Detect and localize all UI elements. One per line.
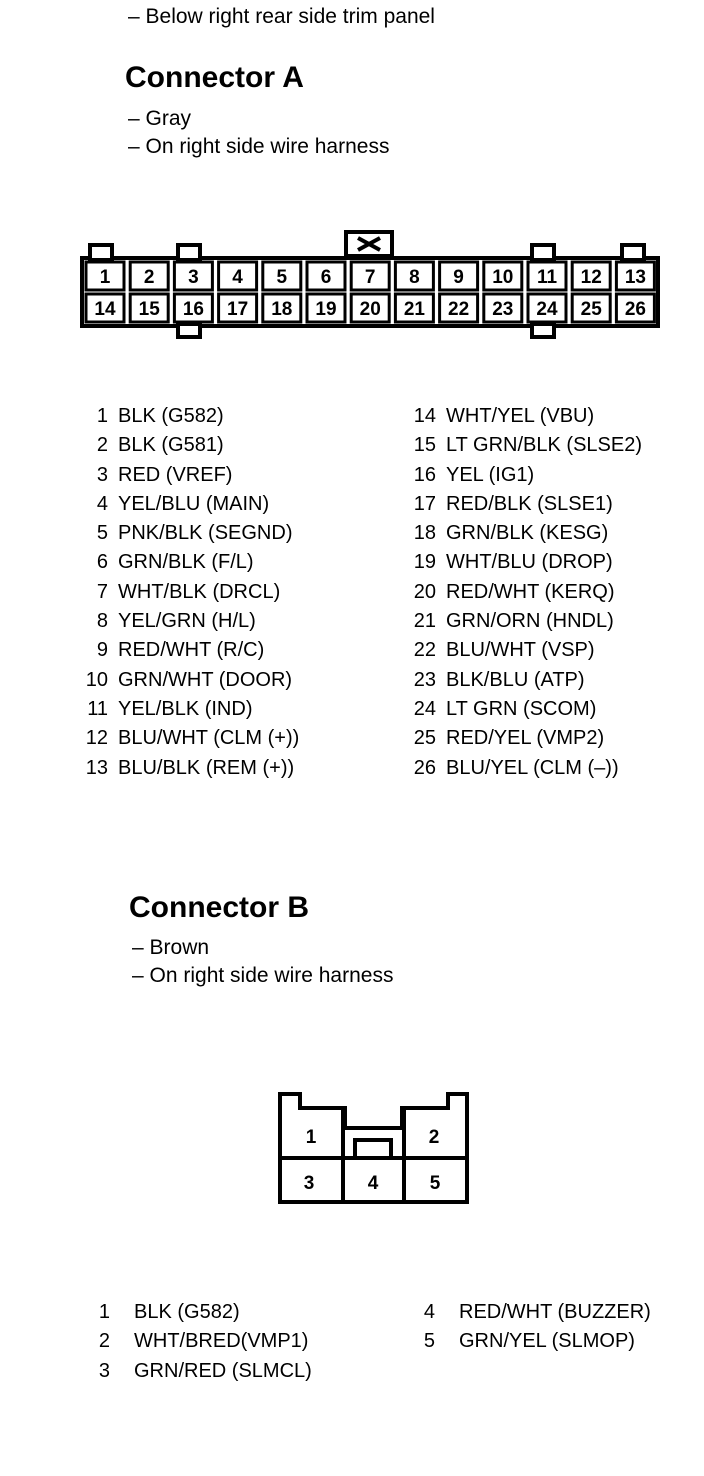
wire-description: LT GRN/BLK (SLSE2)	[446, 434, 642, 457]
pinout-entry	[412, 431, 642, 460]
connector-a-pin-label: 5	[276, 267, 288, 288]
pinout-entry	[412, 636, 642, 665]
pinout-entry	[412, 490, 642, 519]
wire-description: GRN/YEL (SLMOP)	[459, 1330, 635, 1353]
pinout-entry	[84, 695, 299, 724]
wire-description: YEL/BLK (IND)	[118, 697, 253, 720]
connector-a-pin-label: 13	[624, 267, 646, 288]
connector-a-pin-label: 2	[143, 267, 155, 288]
pin-number: 23	[413, 668, 436, 691]
connector-a-pin-label: 1	[99, 267, 111, 288]
pin-number: 16	[413, 463, 436, 486]
connector-b-pinout-left	[90, 1298, 312, 1386]
wire-description: YEL/BLU (MAIN)	[118, 492, 270, 515]
connector-b-pin-label: 4	[367, 1173, 379, 1194]
pinout-entry	[84, 754, 299, 783]
wire-description: BLU/WHT (VSP)	[446, 639, 595, 662]
wire-description: WHT/BLU (DROP)	[446, 551, 613, 574]
connector-a-pin-label: 3	[188, 267, 199, 288]
pinout-entry	[412, 519, 642, 548]
connector-a-pin-label: 21	[403, 299, 425, 320]
pin-number: 8	[96, 610, 108, 633]
wire-description: WHT/BLK (DRCL)	[118, 580, 281, 603]
pinout-entry	[84, 724, 299, 753]
pin-number: 15	[413, 434, 436, 457]
pin-number: 2	[98, 1330, 110, 1353]
wire-description: BLK (G582)	[118, 405, 224, 427]
connector-a-pin-label: 24	[536, 299, 558, 320]
pin-number: 18	[413, 522, 436, 545]
connector-a-diagram	[0, 0, 704, 360]
pinout-entry	[412, 461, 642, 490]
pinout-entry	[415, 1298, 651, 1327]
pin-number: 12	[85, 727, 108, 750]
wire-description: BLK/BLU (ATP)	[446, 668, 585, 691]
pin-number: 10	[85, 668, 108, 691]
connector-a-pin-label: 15	[138, 299, 160, 320]
connector-a-title: Connector A	[125, 61, 304, 94]
connector-a-pin-label: 6	[320, 267, 332, 288]
wire-description: PNK/BLK (SEGND)	[118, 522, 293, 545]
wire-description: GRN/ORN (HNDL)	[446, 610, 614, 633]
connector-a-pin-label: 7	[364, 267, 376, 288]
pin-number: 17	[413, 492, 436, 515]
connector-a-location-note: – On right side wire harness	[128, 135, 390, 158]
pin-number: 19	[413, 551, 436, 574]
connector-a-pin-label: 4	[232, 267, 243, 288]
wire-description: BLK (G582)	[134, 1301, 240, 1323]
pinout-entry	[84, 519, 299, 548]
pin-number: 14	[413, 405, 436, 427]
pinout-entry	[84, 666, 299, 695]
pin-number: 24	[413, 697, 436, 720]
connector-a-pin-label: 12	[580, 267, 602, 288]
connector-a-pinout-right	[412, 402, 642, 783]
connector-b-pin-label: 5	[429, 1173, 441, 1194]
wire-description: RED/WHT (R/C)	[118, 639, 265, 662]
connector-b-title: Connector B	[129, 891, 309, 924]
connector-a-pin-label: 14	[94, 299, 116, 320]
pin-number: 3	[96, 463, 108, 486]
pin-number: 5	[96, 522, 108, 545]
pinout-entry	[84, 402, 299, 431]
wire-description: YEL (IG1)	[446, 463, 535, 486]
connector-a-pin-label: 19	[315, 299, 337, 320]
pin-number: 1	[98, 1301, 110, 1323]
pinout-entry	[84, 578, 299, 607]
wire-description: WHT/YEL (VBU)	[446, 405, 595, 427]
wire-description: BLU/BLK (REM (+))	[118, 756, 295, 779]
pinout-entry	[412, 724, 642, 753]
pin-number: 20	[413, 580, 436, 603]
connector-b-location-note: – On right side wire harness	[132, 964, 394, 987]
connector-b-pin-label: 1	[305, 1127, 317, 1148]
pinout-entry	[412, 666, 642, 695]
connector-b-pinout-right	[415, 1298, 651, 1357]
wire-description: WHT/BRED(VMP1)	[134, 1330, 309, 1353]
connector-b-diagram	[0, 1080, 704, 1220]
pin-number: 9	[96, 639, 108, 662]
wire-description: GRN/WHT (DOOR)	[118, 668, 293, 691]
pinout-entry	[84, 607, 299, 636]
pin-number: 22	[413, 639, 436, 662]
connector-b-pin-label: 3	[303, 1173, 315, 1194]
pin-number: 4	[96, 492, 108, 515]
pinout-entry	[84, 461, 299, 490]
connector-a-color-note: – Gray	[128, 107, 192, 130]
location-line: – Below right rear side trim panel	[128, 5, 435, 28]
pin-number: 25	[413, 727, 436, 750]
pinout-entry	[84, 636, 299, 665]
wire-description: YEL/GRN (H/L)	[118, 610, 256, 633]
connector-a-pin-label: 23	[492, 299, 514, 320]
wire-description: RED/WHT (BUZZER)	[459, 1301, 651, 1323]
wire-description: BLK (G581)	[118, 434, 224, 457]
wire-description: BLU/WHT (CLM (+))	[118, 727, 300, 750]
pin-number: 26	[413, 756, 436, 779]
pinout-entry	[412, 402, 642, 431]
pinout-entry	[412, 548, 642, 577]
pin-number: 11	[87, 697, 108, 720]
pinout-entry	[90, 1298, 312, 1327]
connector-b-color-note: – Brown	[132, 936, 210, 959]
wire-description: BLU/YEL (CLM (–))	[446, 756, 619, 779]
pinout-entry	[84, 490, 299, 519]
connector-a-pin-label: 25	[580, 299, 602, 320]
pin-number: 1	[96, 405, 108, 427]
connector-a-pin-label: 22	[448, 299, 470, 320]
connector-a-pin-label: 17	[227, 299, 249, 320]
pinout-entry	[84, 548, 299, 577]
pin-number: 6	[96, 551, 108, 574]
pinout-entry	[412, 607, 642, 636]
connector-a-pin-label: 11	[536, 267, 558, 288]
connector-a-pin-label: 9	[453, 267, 464, 288]
wire-description: RED/YEL (VMP2)	[446, 727, 605, 750]
pinout-entry	[415, 1327, 651, 1356]
wire-description: GRN/RED (SLMCL)	[134, 1359, 312, 1382]
connector-b-pin-label: 2	[428, 1127, 440, 1148]
connector-a-pin-label: 20	[359, 299, 381, 320]
pin-number: 4	[423, 1301, 435, 1323]
connector-a-pinout-left	[84, 402, 299, 783]
pinout-entry	[412, 578, 642, 607]
wire-description: RED/WHT (KERQ)	[446, 580, 615, 603]
pin-number: 3	[98, 1359, 110, 1382]
connector-a-pin-label: 18	[271, 299, 293, 320]
wire-description: RED (VREF)	[118, 463, 233, 486]
connector-a-pin-label: 16	[182, 299, 204, 320]
pin-number: 21	[413, 610, 436, 633]
connector-a-pin-label: 26	[624, 299, 646, 320]
wire-description: RED/BLK (SLSE1)	[446, 492, 613, 515]
pin-number: 7	[96, 580, 108, 603]
wire-description: LT GRN (SCOM)	[446, 697, 597, 720]
pinout-entry	[90, 1327, 312, 1356]
connector-a-pin-label: 8	[409, 267, 420, 288]
pin-number: 5	[423, 1330, 435, 1353]
wire-description: GRN/BLK (F/L)	[118, 551, 254, 574]
pinout-entry	[90, 1357, 312, 1386]
pin-number: 13	[85, 756, 108, 779]
connector-a-pin-label: 10	[492, 267, 514, 288]
pinout-entry	[412, 754, 642, 783]
pinout-entry	[412, 695, 642, 724]
pinout-entry	[84, 431, 299, 460]
pin-number: 2	[96, 434, 108, 457]
wire-description: GRN/BLK (KESG)	[446, 522, 609, 545]
